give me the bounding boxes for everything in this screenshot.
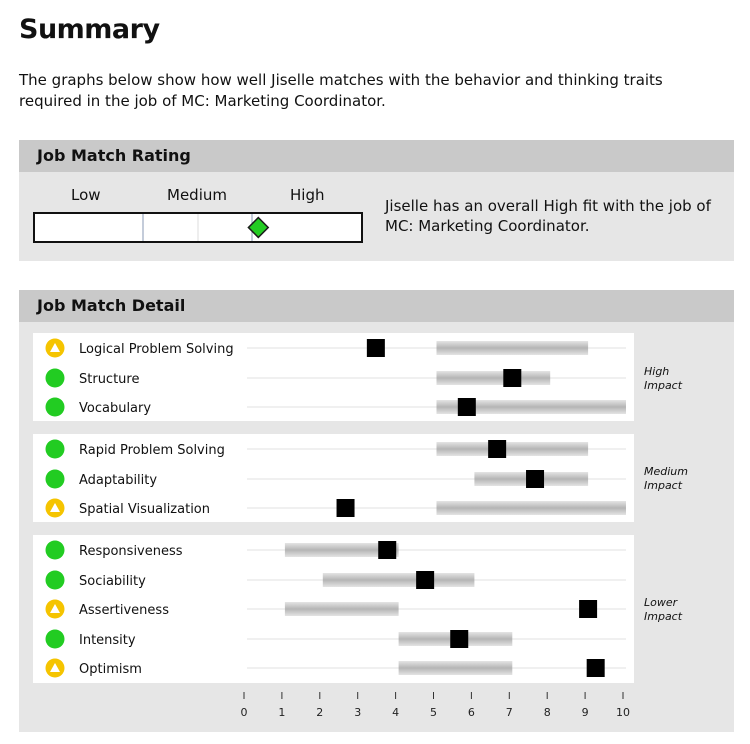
- rating-scale: [33, 212, 363, 243]
- job-match-detail-chart: [19, 290, 734, 732]
- trait-score-marker-intensity: [450, 630, 468, 648]
- status-icon-intensity: [46, 630, 65, 649]
- trait-score-marker-logical-problem-solving: [367, 339, 385, 357]
- trait-label-assertiveness: Assertiveness: [79, 603, 169, 618]
- axis-tick-label-5: 5: [430, 706, 437, 719]
- job-match-rating-panel: [19, 140, 734, 261]
- trait-range-bar-structure: [437, 371, 551, 385]
- axis-tick-label-8: 8: [543, 706, 551, 719]
- impact-label-high: High Impact: [644, 365, 683, 392]
- trait-range-bar-rapid-problem-solving: [437, 442, 589, 456]
- trait-score-marker-assertiveness: [579, 600, 597, 618]
- trait-range-bar-logical-problem-solving: [437, 341, 589, 355]
- axis-tick-label-2: 2: [316, 706, 324, 719]
- impact-label-lower: Lower Impact: [644, 596, 683, 623]
- axis-tick-label-3: 3: [354, 706, 362, 719]
- status-icon-vocabulary: [46, 398, 65, 417]
- trait-score-marker-responsiveness: [378, 541, 396, 559]
- axis-tick-label-6: 6: [467, 706, 475, 719]
- trait-label-spatial-visualization: Spatial Visualization: [79, 502, 211, 517]
- intro-text: The graphs below show how well Jiselle matches with the behavior and thinking traits required in the job of MC: Marketing Coordinator.: [19, 71, 663, 110]
- page-title: Summary: [19, 14, 160, 45]
- axis-tick-label-9: 9: [581, 706, 589, 719]
- trait-label-rapid-problem-solving: Rapid Problem Solving: [79, 443, 225, 458]
- trait-label-logical-problem-solving: Logical Problem Solving: [79, 342, 234, 357]
- trait-score-marker-rapid-problem-solving: [488, 440, 506, 458]
- trait-label-optimism: Optimism: [79, 662, 142, 677]
- axis-tick-label-1: 1: [278, 706, 286, 719]
- job-match-rating-header: Job Match Rating: [19, 140, 734, 172]
- job-match-detail-panel: [19, 290, 734, 732]
- trait-range-bar-spatial-visualization: [437, 501, 627, 515]
- trait-label-sociability: Sociability: [79, 574, 146, 589]
- trait-score-marker-adaptability: [526, 470, 544, 488]
- impact-label-medium: Medium Impact: [644, 465, 688, 492]
- axis-tick-label-7: 7: [505, 706, 513, 719]
- trait-range-bar-assertiveness: [285, 602, 399, 616]
- trait-label-responsiveness: Responsiveness: [79, 544, 183, 559]
- trait-range-bar-optimism: [399, 661, 513, 675]
- axis-tick-label-10: 10: [616, 706, 630, 719]
- trait-range-bar-sociability: [323, 573, 475, 587]
- status-icon-rapid-problem-solving: [46, 440, 65, 459]
- trait-label-adaptability: Adaptability: [79, 473, 158, 488]
- axis-tick-label-4: 4: [392, 706, 400, 719]
- rating-label-medium: Medium: [167, 186, 227, 204]
- axis-tick-label-0: 0: [240, 706, 248, 719]
- trait-label-structure: Structure: [79, 372, 140, 387]
- trait-label-vocabulary: Vocabulary: [79, 401, 152, 416]
- rating-marker-diamond: [248, 218, 268, 238]
- trait-score-marker-structure: [503, 369, 521, 387]
- trait-score-marker-spatial-visualization: [337, 499, 355, 517]
- status-icon-responsiveness: [46, 541, 65, 560]
- trait-score-marker-sociability: [416, 571, 434, 589]
- trait-label-intensity: Intensity: [79, 633, 136, 648]
- trait-score-marker-optimism: [587, 659, 605, 677]
- status-icon-structure: [46, 369, 65, 388]
- status-icon-adaptability: [46, 470, 65, 489]
- trait-score-marker-vocabulary: [458, 398, 476, 416]
- job-match-detail-header: Job Match Detail: [19, 290, 734, 322]
- rating-summary-text: Jiselle has an overall High fit with the job of MC: Marketing Coordinator.: [385, 197, 711, 235]
- rating-label-high: High: [290, 186, 325, 204]
- rating-label-low: Low: [71, 186, 101, 204]
- status-icon-sociability: [46, 571, 65, 590]
